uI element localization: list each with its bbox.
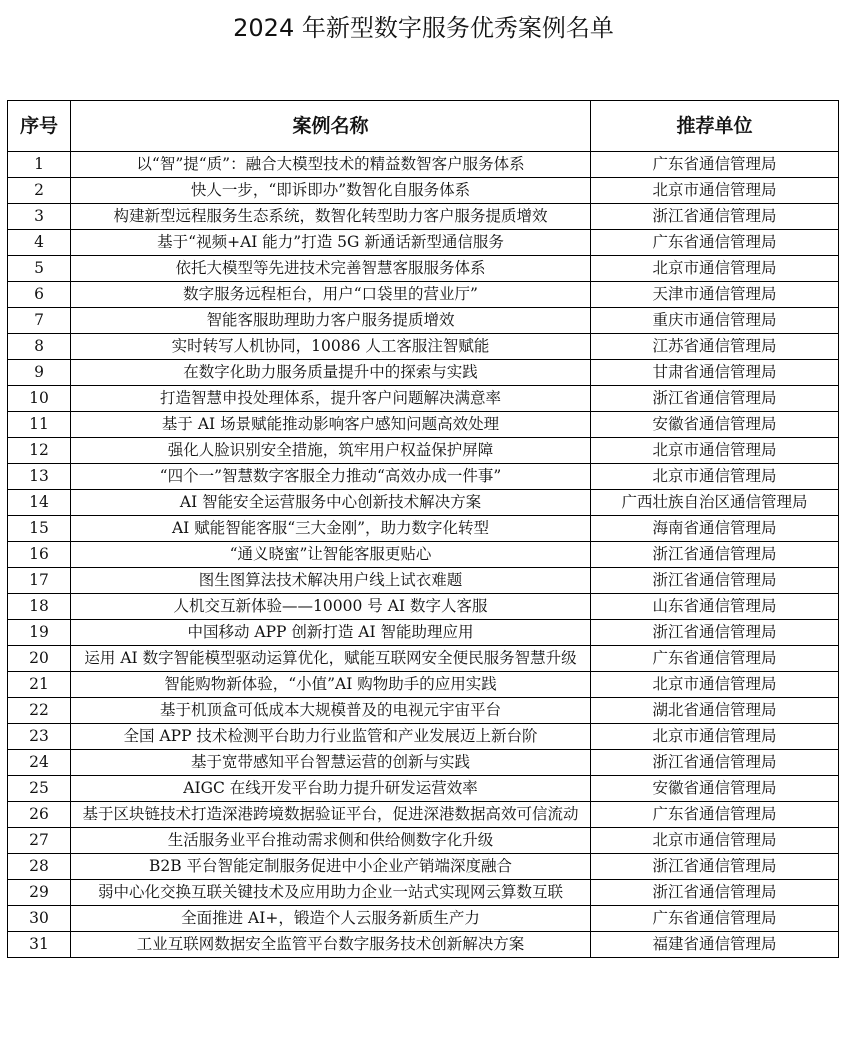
table-row — [8, 360, 839, 386]
table-row — [8, 568, 839, 594]
table-row — [8, 438, 839, 464]
case-name: 基于区块链技术打造深港跨境数据验证平台，促进深港数据高效可信流动 — [71, 802, 591, 828]
table-row — [8, 386, 839, 412]
table-row — [8, 932, 839, 958]
row-index: 30 — [8, 906, 71, 932]
case-name: 基于“视频+AI 能力”打造 5G 新通话新型通信服务 — [71, 230, 591, 256]
row-index: 7 — [8, 308, 71, 334]
row-index: 23 — [8, 724, 71, 750]
case-name: 打造智慧申投处理体系，提升客户问题解决满意率 — [71, 386, 591, 412]
case-name: 基于机顶盒可低成本大规模普及的电视元宇宙平台 — [71, 698, 591, 724]
table-row — [8, 178, 839, 204]
case-name: 工业互联网数据安全监管平台数字服务技术创新解决方案 — [71, 932, 591, 958]
row-index: 11 — [8, 412, 71, 438]
recommending-unit: 北京市通信管理局 — [591, 724, 839, 750]
case-name: 基于宽带感知平台智慧运营的创新与实践 — [71, 750, 591, 776]
recommending-unit: 天津市通信管理局 — [591, 282, 839, 308]
table-row — [8, 594, 839, 620]
case-name: 弱中心化交换互联关键技术及应用助力企业一站式实现网云算数互联 — [71, 880, 591, 906]
case-name: “通义晓蜜”让智能客服更贴心 — [71, 542, 591, 568]
case-name: 依托大模型等先进技术完善智慧客服服务体系 — [71, 256, 591, 282]
table-row — [8, 282, 839, 308]
table-row — [8, 880, 839, 906]
case-name: 智能客服助理助力客户服务提质增效 — [71, 308, 591, 334]
case-name: 构建新型远程服务生态系统，数智化转型助力客户服务提质增效 — [71, 204, 591, 230]
table-row — [8, 750, 839, 776]
case-name: 数字服务远程柜台，用户“口袋里的营业厅” — [71, 282, 591, 308]
row-index: 18 — [8, 594, 71, 620]
row-index: 20 — [8, 646, 71, 672]
recommending-unit: 浙江省通信管理局 — [591, 880, 839, 906]
page-title: 2024 年新型数字服务优秀案例名单 — [233, 14, 614, 42]
recommending-unit: 浙江省通信管理局 — [591, 620, 839, 646]
table-row — [8, 308, 839, 334]
row-index: 8 — [8, 334, 71, 360]
recommending-unit: 北京市通信管理局 — [591, 256, 839, 282]
table-row — [8, 672, 839, 698]
recommending-unit: 福建省通信管理局 — [591, 932, 839, 958]
table-row — [8, 412, 839, 438]
table-row — [8, 698, 839, 724]
recommending-unit: 甘肃省通信管理局 — [591, 360, 839, 386]
row-index: 3 — [8, 204, 71, 230]
header-case-name: 案例名称 — [71, 101, 591, 152]
case-name: 图生图算法技术解决用户线上试衣难题 — [71, 568, 591, 594]
recommending-unit: 浙江省通信管理局 — [591, 750, 839, 776]
case-name: 运用 AI 数字智能模型驱动运算优化，赋能互联网安全便民服务智慧升级 — [71, 646, 591, 672]
row-index: 21 — [8, 672, 71, 698]
header-recommending-unit: 推荐单位 — [591, 101, 839, 152]
row-index: 14 — [8, 490, 71, 516]
recommending-unit: 广东省通信管理局 — [591, 152, 839, 178]
recommending-unit: 浙江省通信管理局 — [591, 854, 839, 880]
recommending-unit: 北京市通信管理局 — [591, 828, 839, 854]
row-index: 1 — [8, 152, 71, 178]
recommending-unit: 重庆市通信管理局 — [591, 308, 839, 334]
table-row — [8, 542, 839, 568]
case-name: AI 智能安全运营服务中心创新技术解决方案 — [71, 490, 591, 516]
table-row — [8, 152, 839, 178]
case-name: 全国 APP 技术检测平台助力行业监管和产业发展迈上新台阶 — [71, 724, 591, 750]
table-row — [8, 516, 839, 542]
recommending-unit: 浙江省通信管理局 — [591, 568, 839, 594]
recommending-unit: 北京市通信管理局 — [591, 178, 839, 204]
row-index: 24 — [8, 750, 71, 776]
recommending-unit: 广东省通信管理局 — [591, 230, 839, 256]
table-row — [8, 802, 839, 828]
table-row — [8, 334, 839, 360]
row-index: 25 — [8, 776, 71, 802]
row-index: 6 — [8, 282, 71, 308]
row-index: 16 — [8, 542, 71, 568]
table-row — [8, 646, 839, 672]
recommending-unit: 广东省通信管理局 — [591, 906, 839, 932]
recommending-unit: 江苏省通信管理局 — [591, 334, 839, 360]
table-row — [8, 906, 839, 932]
table-row — [8, 490, 839, 516]
table-row — [8, 776, 839, 802]
row-index: 27 — [8, 828, 71, 854]
table-row — [8, 256, 839, 282]
recommending-unit: 浙江省通信管理局 — [591, 542, 839, 568]
recommending-unit: 广东省通信管理局 — [591, 646, 839, 672]
row-index: 9 — [8, 360, 71, 386]
case-name: 强化人脸识别安全措施，筑牢用户权益保护屏障 — [71, 438, 591, 464]
case-list-table — [7, 100, 839, 958]
case-name: “四个一”智慧数字客服全力推动“高效办成一件事” — [71, 464, 591, 490]
recommending-unit: 浙江省通信管理局 — [591, 386, 839, 412]
row-index: 28 — [8, 854, 71, 880]
table-row — [8, 464, 839, 490]
case-name: 基于 AI 场景赋能推动影响客户感知问题高效处理 — [71, 412, 591, 438]
recommending-unit: 安徽省通信管理局 — [591, 412, 839, 438]
table-row — [8, 724, 839, 750]
case-name: 人机交互新体验——10000 号 AI 数字人客服 — [71, 594, 591, 620]
case-name: 中国移动 APP 创新打造 AI 智能助理应用 — [71, 620, 591, 646]
recommending-unit: 湖北省通信管理局 — [591, 698, 839, 724]
recommending-unit: 山东省通信管理局 — [591, 594, 839, 620]
case-name: 以“智”提“质”：融合大模型技术的精益数智客户服务体系 — [71, 152, 591, 178]
table-row — [8, 204, 839, 230]
row-index: 29 — [8, 880, 71, 906]
case-name: AIGC 在线开发平台助力提升研发运营效率 — [71, 776, 591, 802]
case-name: 全面推进 AI+，锻造个人云服务新质生产力 — [71, 906, 591, 932]
case-name: 在数字化助力服务质量提升中的探索与实践 — [71, 360, 591, 386]
case-name: 智能购物新体验，“小值”AI 购物助手的应用实践 — [71, 672, 591, 698]
recommending-unit: 北京市通信管理局 — [591, 672, 839, 698]
row-index: 15 — [8, 516, 71, 542]
table-row — [8, 854, 839, 880]
table-header-row — [8, 101, 839, 152]
row-index: 12 — [8, 438, 71, 464]
row-index: 17 — [8, 568, 71, 594]
table-row — [8, 620, 839, 646]
row-index: 31 — [8, 932, 71, 958]
row-index: 19 — [8, 620, 71, 646]
header-index: 序号 — [8, 101, 71, 152]
table-row — [8, 828, 839, 854]
row-index: 2 — [8, 178, 71, 204]
recommending-unit: 广西壮族自治区通信管理局 — [591, 490, 839, 516]
case-name: 生活服务业平台推动需求侧和供给侧数字化升级 — [71, 828, 591, 854]
case-name: 快人一步，“即诉即办”数智化自服务体系 — [71, 178, 591, 204]
table-row — [8, 230, 839, 256]
row-index: 26 — [8, 802, 71, 828]
recommending-unit: 北京市通信管理局 — [591, 438, 839, 464]
row-index: 22 — [8, 698, 71, 724]
row-index: 13 — [8, 464, 71, 490]
recommending-unit: 北京市通信管理局 — [591, 464, 839, 490]
case-name: 实时转写人机协同，10086 人工客服注智赋能 — [71, 334, 591, 360]
recommending-unit: 海南省通信管理局 — [591, 516, 839, 542]
recommending-unit: 浙江省通信管理局 — [591, 204, 839, 230]
recommending-unit: 广东省通信管理局 — [591, 802, 839, 828]
case-name: AI 赋能智能客服“三大金刚”，助力数字化转型 — [71, 516, 591, 542]
row-index: 10 — [8, 386, 71, 412]
row-index: 5 — [8, 256, 71, 282]
case-name: B2B 平台智能定制服务促进中小企业产销端深度融合 — [71, 854, 591, 880]
recommending-unit: 安徽省通信管理局 — [591, 776, 839, 802]
table-body — [8, 152, 839, 958]
row-index: 4 — [8, 230, 71, 256]
